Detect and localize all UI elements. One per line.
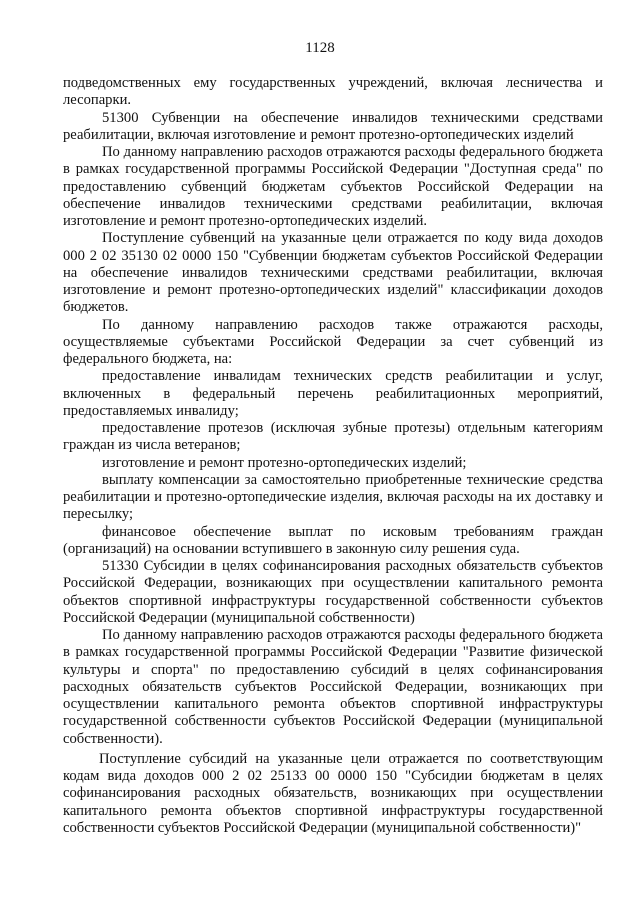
list-item: предоставление инвалидам технических средств реабилитации и услуг, включенных в федеральный перечень реабилитационных мероприятий, предоставляемых инвалиду; <box>63 368 603 419</box>
paragraph: По данному направлению расходов отражаются расходы федерального бюджета в рамках государственной программы Российской Федерации "Развитие физической культуры и спорта" по предоставлению субсидий в целях софинансирования расходных обязательств субъектов Российской Федерации, возникающих при осуществлении капитального ремонта объектов спортивной инфраструктуры государственной собственности субъектов Российской Федерации (муниципальной собственности). <box>63 627 603 747</box>
document-body <box>63 75 603 837</box>
paragraph: Поступление субвенций на указанные цели отражается по коду вида доходов 000 2 02 35130 02 0000 150 "Субвенции бюджетам субъектов Российской Федерации на обеспечение инвалидов техническими средствами реабилитации, включая изготовление и ремонт протезно-ортопедических изделий" классификации доходов бюджетов. <box>63 230 603 316</box>
paragraph: Поступление субсидий на указанные цели отражается по соответствующим кодам вида доходов 000 2 02 25133 00 0000 150 "Субсидии бюджетам в целях софинансирования расходных обязательств, возникающих при осуществлении капитального ремонта объектов спортивной инфраструктуры государственной собственности субъектов Российской Федерации (муниципальной собственности)" <box>63 750 603 836</box>
paragraph: По данному направлению расходов также отражаются расходы, осуществляемые субъектами Российской Федерации за счет субвенций из федерального бюджета, на: <box>63 316 603 367</box>
section-heading-51330: 51330 Субсидии в целях софинансирования расходных обязательств субъектов Российской Федерации, возникающих при осуществлении капитального ремонта объектов спортивной инфраструктуры государственной собственности субъектов Российской Федерации (муниципальной собственности) <box>63 558 603 626</box>
list-item: предоставление протезов (исключая зубные протезы) отдельным категориям граждан из числа ветеранов; <box>63 420 603 454</box>
section-heading-51300: 51300 Субвенции на обеспечение инвалидов техническими средствами реабилитации, включая изготовление и ремонт протезно-ортопедических изделий <box>63 109 603 143</box>
list-item: выплату компенсации за самостоятельно приобретенные технические средства реабилитации и протезно-ортопедические изделия, включая расходы на их доставку и пересылку; <box>63 471 603 523</box>
list-item: изготовление и ремонт протезно-ортопедических изделий; <box>102 454 467 471</box>
paragraph: По данному направлению расходов отражаются расходы федерального бюджета в рамках государственной программы Российской Федерации "Доступная среда" по предоставлению субвенций бюджетам субъектов Российской Федерации на обеспечение инвалидов техническими средствами реабилитации, включая изготовление и ремонт протезно-ортопедических изделий. <box>63 144 603 229</box>
list-item: финансовое обеспечение выплат по исковым требованиям граждан (организаций) на основании вступившего в законную силу решения суда. <box>63 523 603 557</box>
page-number: 1128 <box>305 40 335 56</box>
paragraph-continuation: подведомственных ему государственных учреждений, включая лесничества и лесопарки. <box>63 75 603 109</box>
